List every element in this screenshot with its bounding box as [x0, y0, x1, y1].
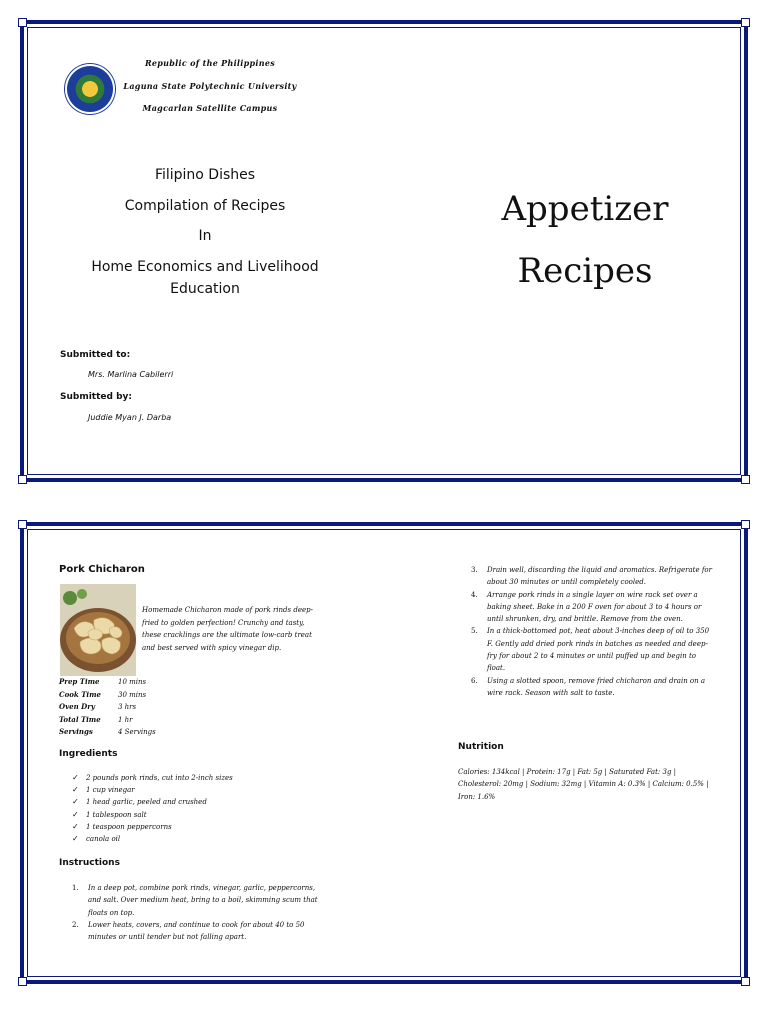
- ingredient-item: ✓ 1 teaspoon peppercorns: [72, 821, 233, 833]
- corner-ornament: [18, 520, 27, 529]
- university-seal-logo: [65, 64, 115, 114]
- chicharon-photo: [60, 584, 136, 676]
- step-text: Drain well, discarding the liquid and aromatics. Refrigerate for about 30 minutes or until completely cooled.: [487, 566, 712, 587]
- corner-ornament: [741, 520, 750, 529]
- step-number: 4.: [471, 590, 478, 599]
- submitted-to-label: Submitted to:: [60, 350, 131, 360]
- step-number: 1.: [72, 884, 79, 892]
- cover-title-line: Education: [170, 281, 240, 297]
- meta-row: [59, 676, 156, 689]
- meta-row: [59, 689, 156, 702]
- ingredients-list: [72, 772, 233, 845]
- step-text: In a thick-bottomed pot, heat about 3-inches deep of oil to 350 F. Gently add dried pork rinds in batches as needed and deep-fry for about 2 to 4 minutes or until puffed up and begin to float.: [487, 627, 710, 673]
- corner-ornament: [18, 475, 27, 484]
- meta-row: [59, 701, 156, 714]
- cover-page: [20, 20, 748, 482]
- meta-label: Servings: [59, 727, 93, 736]
- recipe-page: [20, 522, 748, 984]
- corner-ornament: [741, 977, 750, 986]
- instruction-step: [72, 882, 322, 919]
- nutrition-facts: Calories: 134kcal | Protein: 17g | Fat: 5g | Saturated Fat: 3g | Cholesterol: 20mg | Sodium: 32mg | Vitamin A: 0.3% | Calcium: 0.5% | Iron: 1.6%: [458, 768, 709, 801]
- instruction-step: [471, 589, 716, 626]
- ingredient-item: ✓ 1 cup vinegar: [72, 784, 233, 796]
- ingredient-item: ✓ canola oil: [72, 833, 233, 845]
- campus-name: Magcarlan Satellite Campus: [142, 103, 278, 113]
- step-number: 2.: [72, 920, 79, 929]
- submitted-by-name: Juddie Myan J. Darba: [88, 413, 172, 422]
- republic-line: Republic of the Philippines: [144, 58, 276, 68]
- recipe-description: Homemade Chicharon made of pork rinds deep-fried to golden perfection! Crunchy and tasty, these cracklings are the ultimate low-carb treat and best served with spicy vinegar dip.: [142, 606, 313, 652]
- corner-ornament: [18, 18, 27, 27]
- submitted-to-name: Mrs. Marlina Cabilerri: [88, 370, 174, 379]
- recipe-meta: [59, 676, 156, 739]
- step-number: 5.: [471, 627, 478, 636]
- instructions-list-continued: [471, 564, 716, 699]
- recipe-title: Pork Chicharon: [59, 564, 145, 575]
- meta-row: [59, 726, 156, 739]
- instruction-step: [471, 625, 716, 674]
- step-number: 6.: [471, 676, 478, 685]
- cover-title-line: Filipino Dishes: [154, 167, 256, 183]
- ingredient-item: ✓ 2 pounds pork rinds, cut into 2-inch sizes: [72, 772, 233, 784]
- meta-value: 3 hrs: [118, 703, 137, 711]
- step-text: Using a slotted spoon, remove fried chicharon and drain on a wire rack. Season with salt to taste.: [487, 676, 706, 697]
- step-text: Arrange pork rinds in a single layer on wire rack set over a baking sheet. Bake in a 200 F oven for about 3 to 4 hours or until shrunken, dry, and brittle. Remove from the oven.: [487, 590, 702, 624]
- submitted-by-label: Submitted by:: [60, 392, 132, 402]
- meta-value: 4 Servings: [118, 728, 156, 736]
- instruction-step: [471, 675, 716, 700]
- instruction-step: [72, 919, 322, 944]
- ingredient-item: ✓ 1 head garlic, peeled and crushed: [72, 796, 233, 808]
- corner-ornament: [18, 977, 27, 986]
- step-text: Lower heats, covers, and continue to cook for about 40 to 50 minutes or until tender but not falling apart.: [88, 920, 305, 942]
- meta-label: Prep Time: [59, 677, 100, 686]
- meta-value: 30 mins: [118, 690, 147, 699]
- corner-ornament: [741, 18, 750, 27]
- meta-label: Total Time: [59, 714, 101, 724]
- step-text: In a deep pot, combine pork rinds, vinegar, garlic, peppercorns, and salt. Over medium heat, bring to a boil, skimming scum that floats on top.: [88, 884, 318, 917]
- meta-label: Cook Time: [59, 689, 101, 699]
- meta-value: 1 hr: [118, 715, 133, 724]
- instructions-list: [72, 882, 322, 943]
- cover-title-line: Home Economics and Livelihood: [91, 259, 319, 275]
- cover-title-line: Compilation of Recipes: [124, 198, 286, 214]
- meta-label: Oven Dry: [59, 702, 95, 711]
- cover-title-line: In: [198, 228, 212, 244]
- instructions-heading: Instructions: [59, 858, 120, 868]
- step-number: 3.: [471, 566, 478, 574]
- university-name: Laguna State Polytechnic University: [123, 81, 297, 91]
- nutrition-heading: Nutrition: [458, 742, 504, 752]
- recipes-title: Recipes: [517, 251, 653, 291]
- meta-row: [59, 714, 156, 727]
- ingredients-heading: Ingredients: [59, 749, 118, 759]
- ingredient-item: ✓ 1 tablespoon salt: [72, 809, 233, 821]
- corner-ornament: [741, 475, 750, 484]
- appetizer-title: Appetizer: [501, 189, 669, 229]
- instruction-step: [471, 564, 716, 589]
- meta-value: 10 mins: [118, 678, 147, 686]
